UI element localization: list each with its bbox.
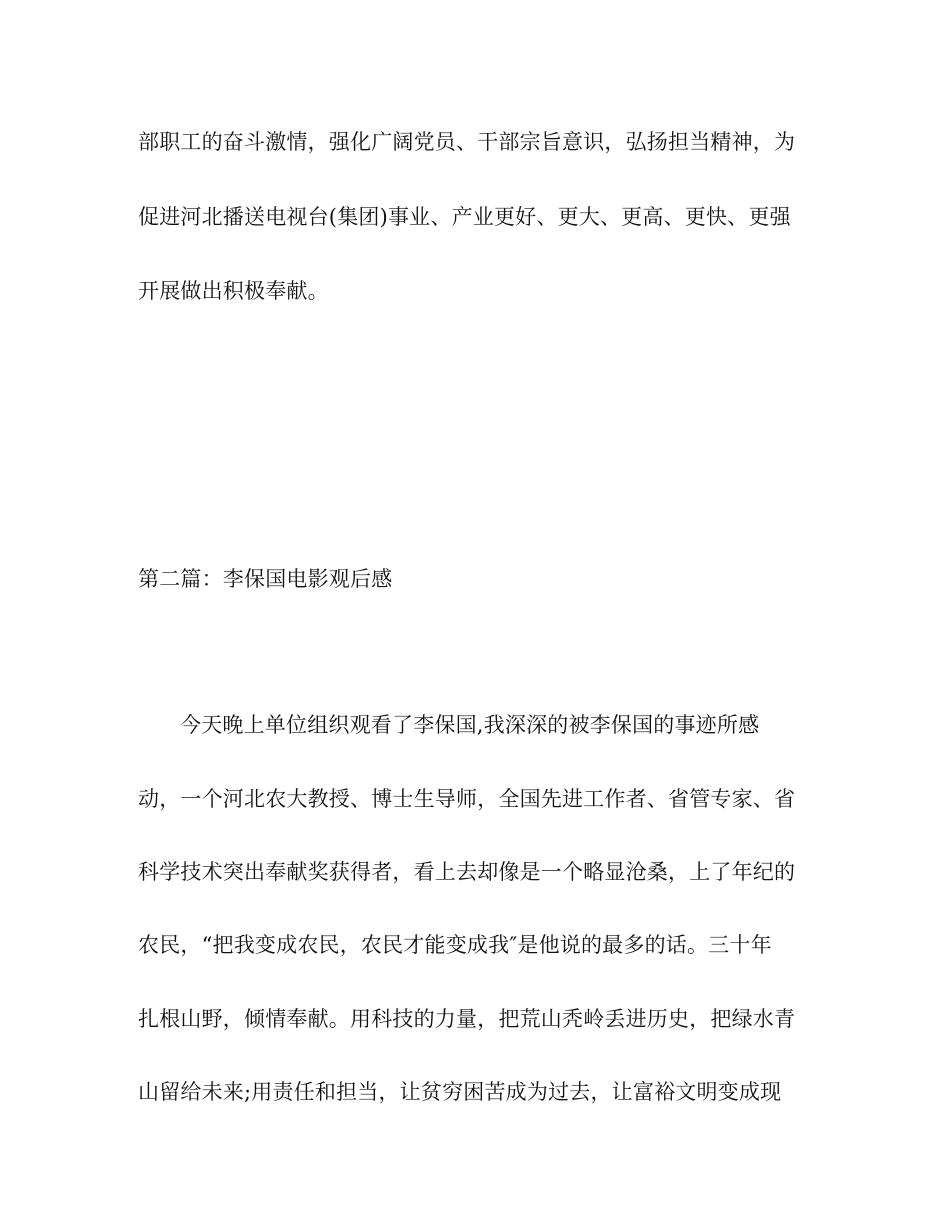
paragraph-line: 科学技术突出奉献奖获得者，看上去却像是一个略显沧桑，上了年纪的: [138, 860, 796, 884]
section-title: 第二篇：李保国电影观后感: [138, 567, 393, 591]
paragraph-line: 开展做出积极奉献。: [138, 279, 329, 303]
paragraph-line: 扎根山野，倾情奉献。用科技的力量，把荒山秃岭丢进历史，把绿水青: [138, 1007, 796, 1031]
paragraph-line: 动，一个河北农大教授、博士生导师，全国先进工作者、省管专家、省: [138, 787, 796, 811]
paragraph-line: 农民，“把我变成农民，农民才能变成我″是他说的最多的话。三十年: [138, 933, 772, 957]
paragraph-line: 今天晚上单位组织观看了李保国,我深深的被李保国的事迹所感: [180, 713, 760, 737]
paragraph-line: 山留给未来;用责任和担当，让贫穷困苦成为过去，让富裕文明变成现: [138, 1080, 782, 1104]
paragraph-line: 部职工的奋斗激情，强化广阔党员、干部宗旨意识，弘扬担当精神，为: [138, 130, 796, 154]
paragraph-line: 促进河北播送电视台(集团)事业、产业更好、更大、更高、更快、更强: [138, 205, 791, 229]
